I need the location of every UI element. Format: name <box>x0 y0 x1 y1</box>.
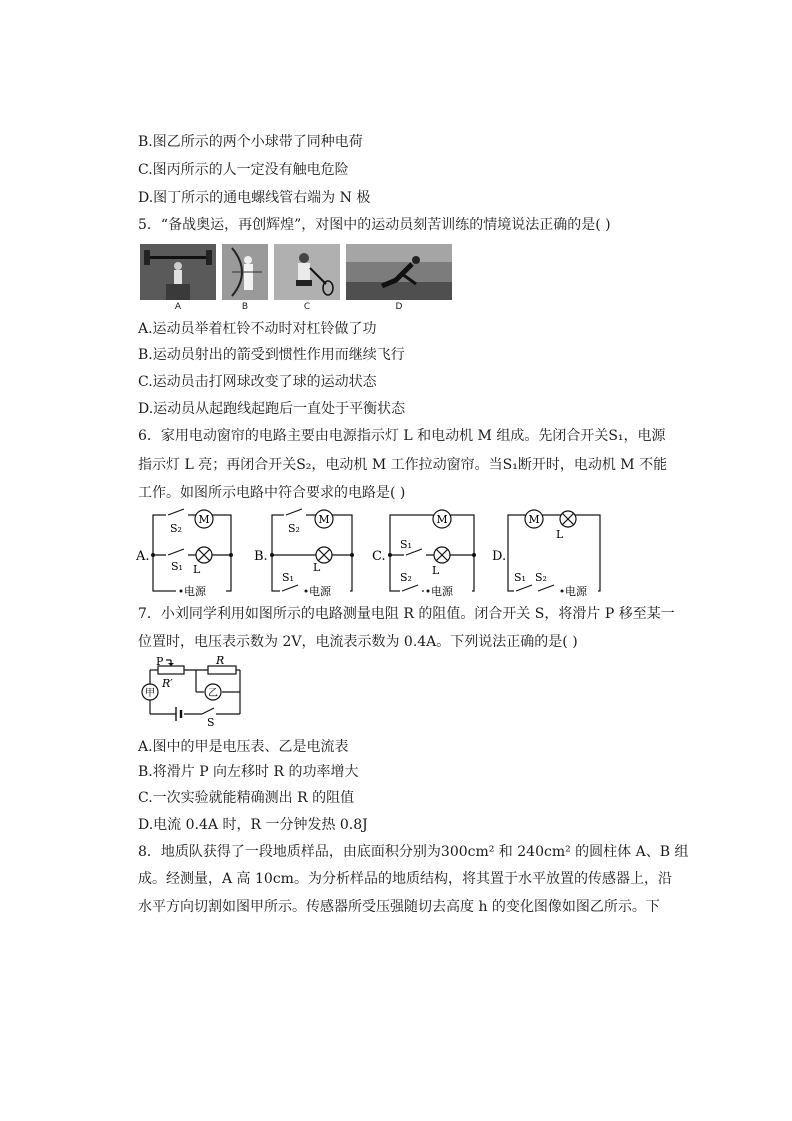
q5-option-c: C.运动员击打网球改变了球的运动状态 <box>138 374 377 390</box>
q7-label-p: P <box>156 656 164 668</box>
q7-meter-jia: 甲 <box>145 688 155 699</box>
circuit-a-source: 电源 <box>184 585 206 598</box>
circuit-a <box>136 509 233 598</box>
q7-circuit-diagram <box>138 656 248 726</box>
archer-photo <box>222 244 268 300</box>
q8-stem-line3: 水平方向切割如图甲所示。传感器所受压强随切去高度 h 的变化图像如图乙所示。下 <box>138 899 660 915</box>
tennis-image <box>274 244 340 300</box>
circuit-a-motor-label: M <box>198 513 210 526</box>
tennis-photo <box>274 244 340 300</box>
q5-option-b: B.运动员射出的箭受到惯性作用而继续飞行 <box>138 347 405 363</box>
circuit-c-source: 电源 <box>431 585 453 598</box>
circuit-b-lamp-label: L <box>313 561 321 574</box>
q4-option-d: D.图丁所示的通电螺线管右端为 N 极 <box>138 190 371 206</box>
q7-option-a: A.图中的甲是电压表、乙是电流表 <box>138 739 349 755</box>
q7-option-b: B.将滑片 P 向左移时 R 的功率增大 <box>138 764 359 780</box>
q8-stem-line1: 8．地质队获得了一段地质样品，由底面积分别为300cm² 和 240cm² 的圆柱体 A、B 组 <box>138 844 689 860</box>
circuit-c-switch-top: S₁ <box>400 538 412 551</box>
circuit-a-option: A. <box>136 549 150 564</box>
circuit-d-option: D. <box>492 549 507 564</box>
circuit-b <box>254 509 354 598</box>
circuit-d-switch-bottom: S₂ <box>535 571 547 584</box>
q5-option-d: D.运动员从起跑线起跑后一直处于平衡状态 <box>138 401 406 417</box>
circuit-a-lamp-label: L <box>193 563 201 576</box>
q7-stem-line1: 7．小刘同学利用如图所示的电路测量电阻 R 的阻值。闭合开关 S，将滑片 P 移至某一 <box>138 606 675 622</box>
q5-option-a: A.运动员举着杠铃不动时对杠铃做了功 <box>138 321 377 337</box>
circuit-b-switch-top: S₂ <box>288 522 300 535</box>
sprinter-photo <box>346 244 452 300</box>
photo-label-a: A <box>174 302 182 312</box>
q7-label-s: S <box>207 716 215 726</box>
q6-circuit-diagrams <box>136 508 606 600</box>
circuit-a-switch-bottom: S₁ <box>171 560 183 573</box>
photo-label-d: D <box>395 302 403 312</box>
q7-stem-line2: 位置时，电压表示数为 2V，电流表示数为 0.4A。下列说法正确的是( ) <box>138 634 578 650</box>
photo-label-c: C <box>303 302 311 312</box>
archer-image <box>222 244 268 300</box>
photo-label-b: B <box>241 302 249 312</box>
sprinter-image <box>346 244 452 300</box>
circuit-c-lamp-label: L <box>432 564 440 577</box>
q6-stem-line1: 6．家用电动窗帘的电路主要由电源指示灯 L 和电动机 M 组成。先闭合开关S₁，电源 <box>138 428 666 444</box>
circuit-b-option: B. <box>254 549 268 564</box>
q5-stem: 5．“备战奥运，再创辉煌”，对图中的运动员刻苦训练的情境说法正确的是( ) <box>138 217 611 233</box>
q7-label-r-prime: R′ <box>162 677 173 690</box>
q7-meter-yi: 乙 <box>208 688 218 699</box>
q7-option-c: C.一次实验就能精确测出 R 的阻值 <box>138 790 355 806</box>
circuit-b-switch-bottom: S₁ <box>282 571 294 584</box>
circuit-a-switch-top: S₂ <box>170 522 182 535</box>
circuit-c-switch-bottom: S₂ <box>400 571 412 584</box>
circuit-c-option: C. <box>372 549 386 564</box>
q4-option-c: C.图丙所示的人一定没有触电危险 <box>138 162 349 178</box>
circuit-b-motor-label: M <box>318 513 330 526</box>
circuit-b-source: 电源 <box>309 585 331 598</box>
circuit-d-lamp-label: L <box>556 528 564 541</box>
q7-option-d: D.电流 0.4A 时，R 一分钟发热 0.8J <box>138 817 368 833</box>
q6-stem-line3: 工作。如图所示电路中符合要求的电路是( ) <box>138 485 406 501</box>
q7-label-r: R <box>216 656 225 667</box>
circuit-c-motor-label: M <box>436 513 448 526</box>
circuit-c <box>372 510 476 598</box>
weightlifter-photo <box>140 244 216 300</box>
q6-stem-line2: 指示灯 L 亮；再闭合开关S₂，电动机 M 工作拉动窗帘。当S₁断开时，电动机 M 不能 <box>138 457 668 473</box>
q4-option-b: B.图乙所示的两个小球带了同种电荷 <box>138 134 363 150</box>
q8-stem-line2: 成。经测量，A 高 10cm。为分析样品的地质结构，将其置于水平放置的传感器上，沿 <box>138 871 672 887</box>
weightlifter-image <box>140 244 216 300</box>
circuit-d-motor-label: M <box>528 513 540 526</box>
circuit-d-source: 电源 <box>565 585 587 598</box>
circuit-d-switch-top: S₁ <box>514 571 526 584</box>
